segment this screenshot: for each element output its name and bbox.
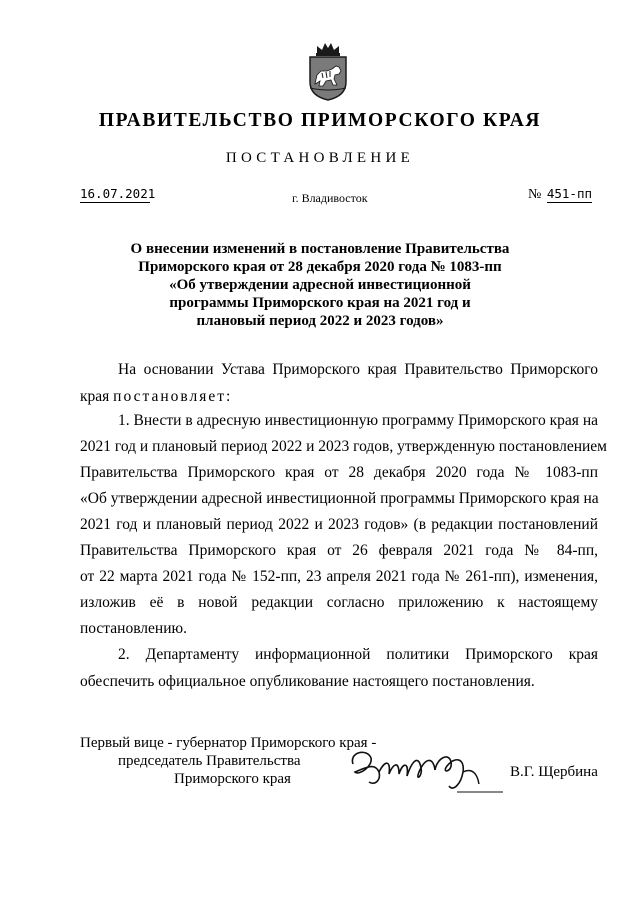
item1-line: от 22 марта 2021 года № 152-пп, 23 апреля 2021 года № 261-пп), изменения, [80, 568, 598, 585]
document-city: г. Владивосток [292, 191, 368, 205]
item1-line: 2021 год и плановый период 2022 и 2023 годов, утвержденную постановлением [80, 438, 607, 455]
document-type: ПОСТАНОВЛЕНИЕ [225, 150, 415, 166]
item2-line: 2. Департаменту информационной политики Приморского края [118, 646, 598, 663]
item2-line: обеспечить официальное опубликование настоящего постановления. [80, 673, 535, 690]
item1-line: Правительства Приморского края от 28 декабря 2020 года № 1083-пп [80, 464, 598, 481]
signer-position-line: председатель Правительства [118, 753, 301, 769]
heading-line: «Об утверждении адресной инвестиционной [169, 277, 471, 293]
preamble-prefix: края [80, 388, 110, 405]
coat-of-arms-icon [303, 40, 353, 102]
document-number: 451-пп [546, 186, 593, 201]
preamble-line: На основании Устава Приморского края Правительство Приморского [118, 361, 598, 378]
item1-line: 2021 год и плановый период 2022 и 2023 годов» (в редакции постановлений [80, 516, 598, 533]
item1-line: постановлению. [80, 620, 187, 637]
item1-line: Правительства Приморского края от 26 февраля 2021 года № 84-пп, [80, 542, 598, 559]
heading-line: плановый период 2022 и 2023 годов» [196, 313, 444, 329]
government-title: ПРАВИТЕЛЬСТВО ПРИМОРСКОГО КРАЯ [98, 110, 542, 131]
item1-line: 1. Внести в адресную инвестиционную программу Приморского края на [118, 412, 598, 429]
heading-line: программы Приморского края на 2021 год и [169, 295, 471, 311]
item1-line: изложив её в новой редакции согласно приложению к настоящему [80, 594, 598, 611]
decree-keyword: постановляет: [113, 388, 233, 405]
number-sign: № [528, 187, 542, 202]
signer-position-line: Приморского края [174, 771, 291, 787]
preamble-line [80, 388, 598, 408]
signer-position-line: Первый вице - губернатор Приморского края - [80, 735, 377, 751]
heading-line: О внесении изменений в постановление Правительства [130, 241, 510, 257]
document-heading [90, 240, 550, 330]
heading-line: Приморского края от 28 декабря 2020 года № 1083-пп [138, 259, 502, 275]
signer-name: В.Г. Щербина [510, 764, 598, 780]
document-number-block [528, 186, 592, 203]
document-date: 16.07.2021 [80, 186, 156, 201]
handwritten-signature [345, 742, 505, 798]
item1-line: «Об утверждении адресной инвестиционной программы Приморского края на [80, 490, 599, 507]
